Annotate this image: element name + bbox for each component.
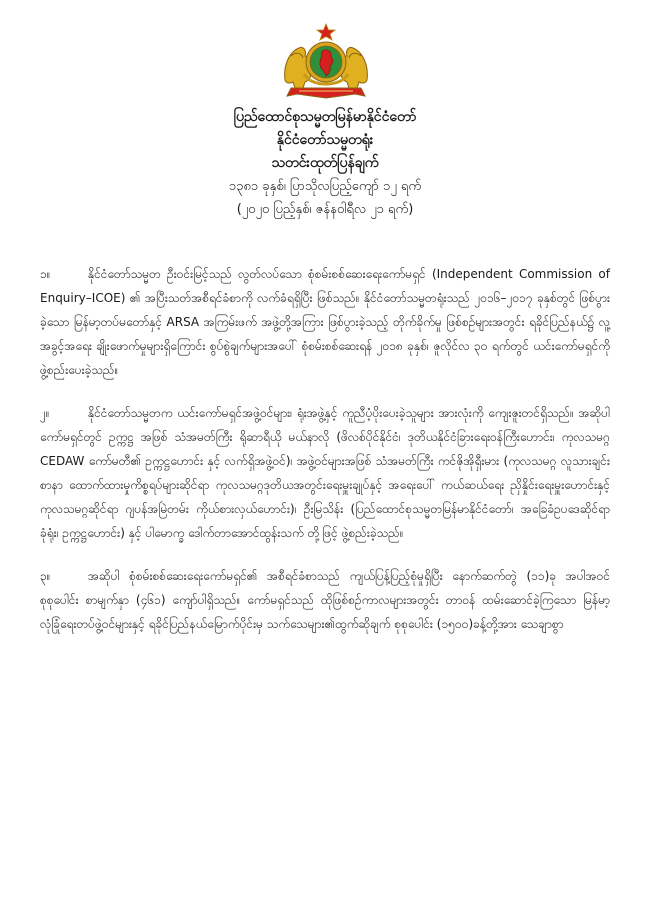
document-type-title: သတင်းထုတ်ပြန်ချက် — [271, 155, 379, 171]
state-seal-emblem-icon — [277, 22, 375, 104]
paragraph-number: ၃။ — [40, 569, 51, 583]
paragraph-2 — [40, 401, 610, 545]
paragraph-number: ၂။ — [40, 406, 50, 420]
paragraph-1 — [40, 262, 610, 382]
office-title: နိုင်ငံတော်သမ္မတရုံး — [276, 132, 374, 148]
paragraph-text: အဆိုပါ စုံစမ်းစစ်ဆေးရေးကော်မရှင်၏ အစီရင်ခံစာသည် ကျယ်ပြန့်ပြည့်စုံမှုရှိပြီး နောက်ဆက်တွဲ (၁၁)ခု အပါအဝင် စုစုပေါင်း စာမျက်နှာ (၄၆၁) ကျော်ပါရှိသည်။ ကော်မရှင်သည် ထိုဖြစ်စဉ်ကာလများအတွင်း တာဝန် ထမ်းဆောင်ခဲ့ကြသော မြန်မာ့ လုံခြုံရေးတပ်ဖွဲ့ဝင်များနှင့် ရခိုင်ပြည်နယ်မြောက်ပိုင်းမှ သက်သေများ၏ထွက်ဆိုချက် စုစုပေါင်း (၁၅၀၀)ခန့်တို့အား သေချာစွာ — [40, 569, 610, 631]
document-header — [0, 106, 650, 221]
paragraph-number: ၁။ — [40, 267, 51, 281]
paragraph-text: နိုင်ငံတော်သမ္မတက ယင်းကော်မရှင်အဖွဲ့ဝင်များ၊ ရုံးအဖွဲ့နှင့် ကူညီပံ့ပိုးပေးခဲ့သူများ အားလုံးကို ကျေးဇူးတင်ရှိသည်။ အဆိုပါကော်မရှင်တွင် ဥက္ကဋ္ဌ အဖြစ် သံအမတ်ကြီး ရိုဆာရီယို မယ်နာလို (ဖိလစ်ပိုင်နိုင်ငံ၊ ဒုတိယနိုင်ငံခြားရေးဝန်ကြီးဟောင်း၊ ကုလသမဂ္ဂ CEDAW ကော်မတီ၏ ဥက္ကဋ္ဌဟောင်း နှင့် လက်ရှိအဖွဲ့ဝင်)၊ အဖွဲ့ဝင်များအဖြစ် သံအမတ်ကြီး ကင်ဇိုအိုရှီးမား (ကုလသမဂ္ဂ လူသားချင်းစာနာ ထောက်ထားမှုကိစ္စရပ်များဆိုင်ရာ ကုလသမဂ္ဂဒုတိယအတွင်းရေးမှူးချုပ်နှင့် အရေးပေါ် ကယ်ဆယ်ရေး ညှိနှိုင်းရေးမှူးဟောင်းနှင့် ကုလသမဂ္ဂဆိုင်ရာ ဂျပန်အမြဲတမ်း ကိုယ်စားလှယ်ဟောင်း)၊ ဦးမြသိန်း (ပြည်ထောင်စုသမ္မတမြန်မာနိုင်ငံတော်၊ အခြေခံဥပဒေဆိုင်ရာခုံရုံး၊ ဥက္ကဋ္ဌဟောင်း) နှင့် ပါမောက္ခ ဒေါက်တာအောင်ထွန်းသက် တို့ဖြင့် ဖွဲ့စည်းခဲ့သည်။ — [40, 406, 610, 540]
paragraph-text: နိုင်ငံတော်သမ္မတ ဦးဝင်းမြင့်သည် လွတ်လပ်သော စုံစမ်းစစ်ဆေးရေးကော်မရှင် (Independent Commission of Enquiry–ICOE) ၏ အပြီးသတ်အစီရင်ခံစာကို လက်ခံရရှိပြီး ဖြစ်သည်။ နိုင်ငံတော်သမ္မတရုံးသည် ၂၀၁၆–၂၀၁၇ ခုနှစ်တွင် ဖြစ်ပွားခဲ့သော မြန်မာ့တပ်မတော်နှင့် ARSA အကြမ်းဖက် အဖွဲ့တို့အကြား ဖြစ်ပွားခဲ့သည့် တိုက်ခိုက်မှု ဖြစ်စဉ်များအတွင်း ရခိုင်ပြည်နယ်၌ လူ့အခွင့်အရေး ချိုးဖောက်မှုများရှိကြောင်း စွပ်စွဲချက်များအပေါ် စုံစမ်းစစ်ဆေးရန် ၂၀၁၈ ခုနှစ်၊ ဇူလိုင်လ ၃၀ ရက်တွင် ယင်းကော်မရှင်ကို ဖွဲ့စည်းပေးခဲ့သည်။ — [40, 267, 610, 377]
paragraph-3 — [40, 564, 610, 636]
country-title: ပြည်ထောင်စုသမ္မတမြန်မာနိုင်ငံတော် — [233, 109, 417, 125]
document-body — [40, 262, 610, 655]
myanmar-calendar-date: ၁၃၈၁ ခုနှစ်၊ ပြာသိုလပြည့်ကျော် ၁၂ ရက် — [228, 179, 422, 194]
gregorian-date: (၂၀၂၀ ပြည့်နှစ်၊ ဇန်နဝါရီလ ၂၁ ရက်) — [236, 202, 414, 217]
